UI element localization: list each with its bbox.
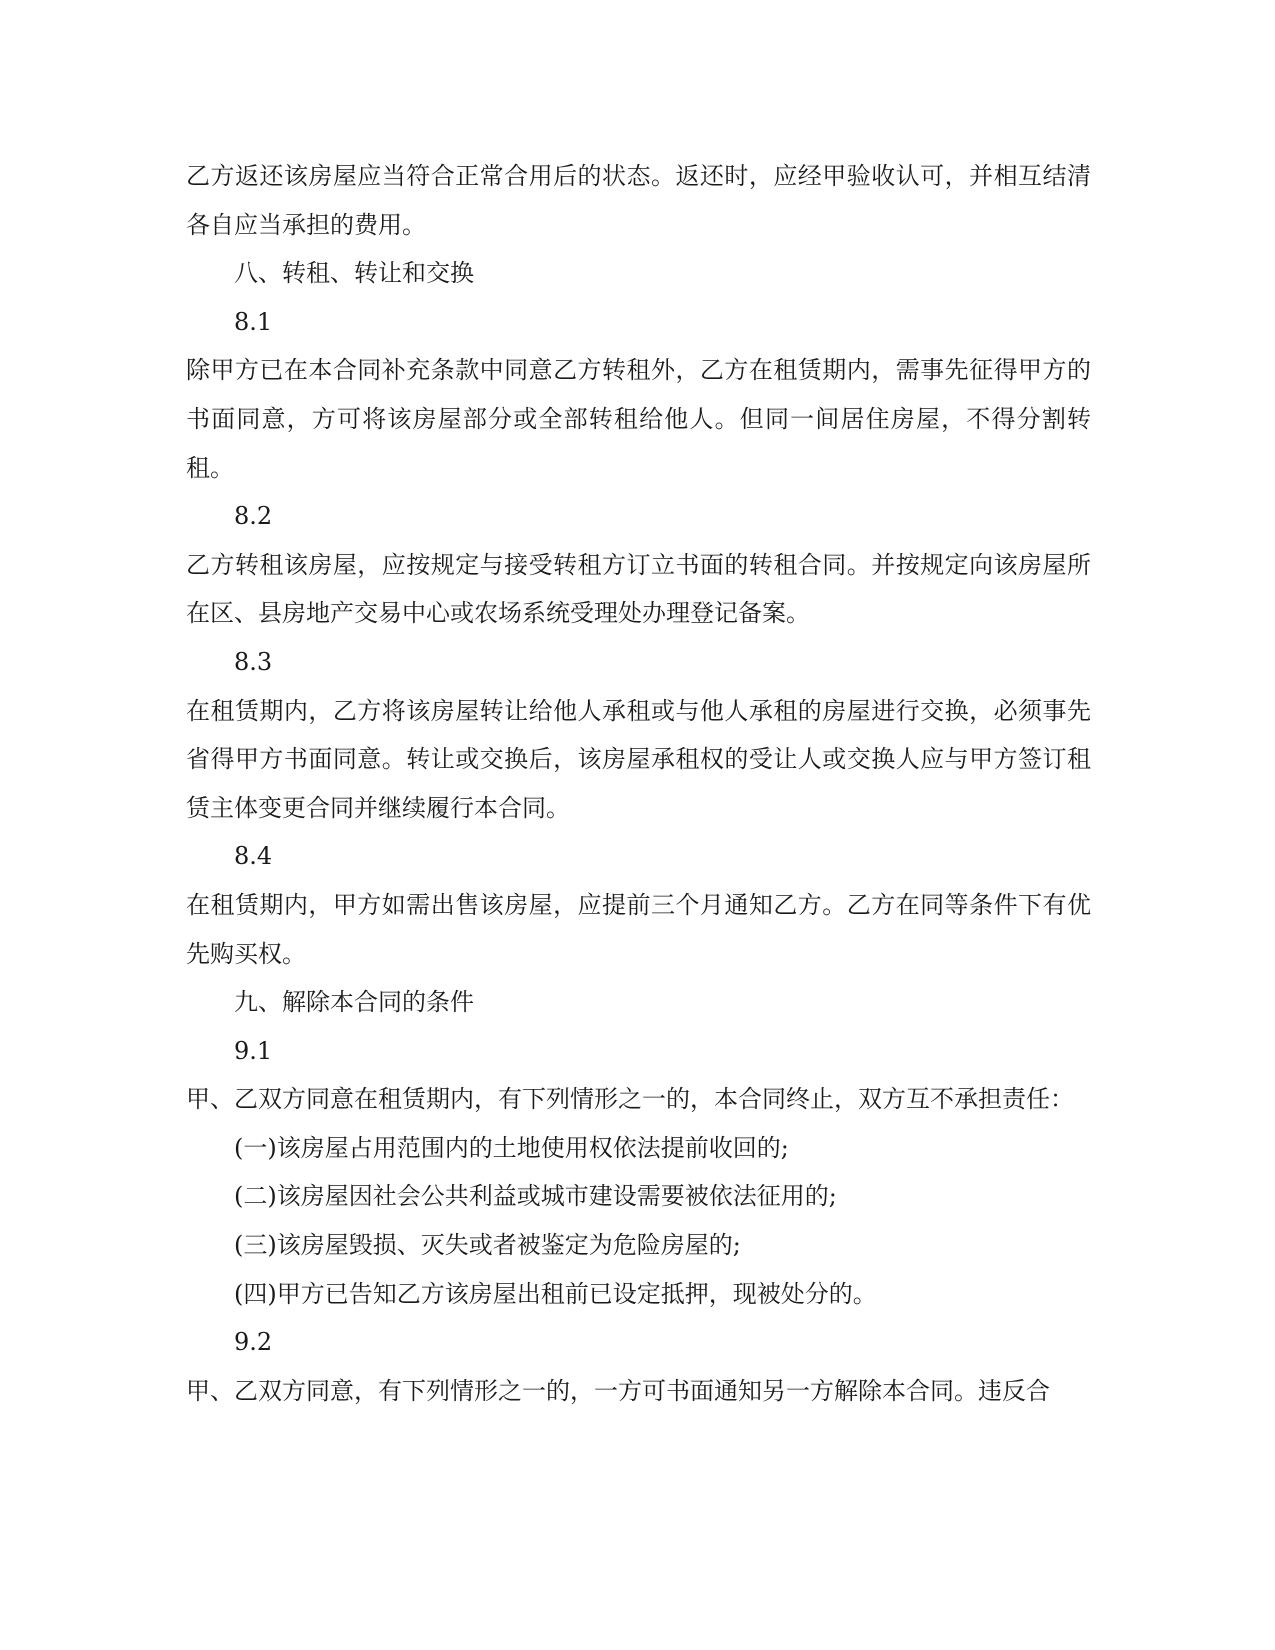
clause-8-2-text: 乙方转租该房屋，应按规定与接受转租方订立书面的转租合同。并按规定向该房屋所在区、县房地产交易中心或农场系统受理处办理登记备案。 — [186, 550, 1091, 628]
clause-number-8-2: 8.2 — [234, 502, 273, 531]
clause-number-8-3: 8.3 — [234, 647, 273, 676]
document-body — [186, 152, 1091, 1415]
clause-number-9-2: 9.2 — [234, 1328, 273, 1357]
list-item-9-1-4: (四)甲方已告知乙方该房屋出租前已设定抵押，现被处分的。 — [234, 1279, 877, 1308]
list-item-9-1-3: (三)该房屋毁损、灭失或者被鉴定为危险房屋的; — [234, 1231, 741, 1260]
list-item-9-1-2: (二)该房屋因社会公共利益或城市建设需要被依法征用的; — [234, 1182, 837, 1211]
clause-number-8-1: 8.1 — [234, 307, 273, 336]
clause-9-1-text: 甲、乙双方同意在租赁期内，有下列情形之一的，本合同终止，双方互不承担责任： — [186, 1085, 1074, 1114]
section-heading-8: 八、转租、转让和交换 — [234, 259, 474, 288]
list-item-9-1-1: (一)该房屋占用范围内的土地使用权依法提前收回的; — [234, 1133, 789, 1162]
clause-number-9-1: 9.1 — [234, 1036, 273, 1065]
clause-8-3-text: 在租赁期内，乙方将该房屋转让给他人承租或与他人承租的房屋进行交换，必须事先省得甲方书面同意。转让或交换后，该房屋承租权的受让人或交换人应与甲方签订租赁主体变更合同并继续履行本合同。 — [186, 696, 1091, 822]
clause-8-1-text: 除甲方已在本合同补充条款中同意乙方转租外，乙方在租赁期内，需事先征得甲方的书面同意，方可将该房屋部分或全部转租给他人。但同一间居住房屋，不得分割转租。 — [186, 356, 1091, 482]
paragraph-return-state: 乙方返还该房屋应当符合正常合用后的状态。返还时，应经甲验收认可，并相互结清各自应当承担的费用。 — [186, 162, 1091, 239]
section-heading-9: 九、解除本合同的条件 — [234, 988, 474, 1017]
clause-9-2-text: 甲、乙双方同意，有下列情形之一的，一方可书面通知另一方解除本合同。违反合 — [186, 1376, 1050, 1405]
clause-8-4-text: 在租赁期内，甲方如需出售该房屋，应提前三个月通知乙方。乙方在同等条件下有优先购买权。 — [186, 890, 1091, 968]
clause-number-8-4: 8.4 — [234, 842, 273, 871]
